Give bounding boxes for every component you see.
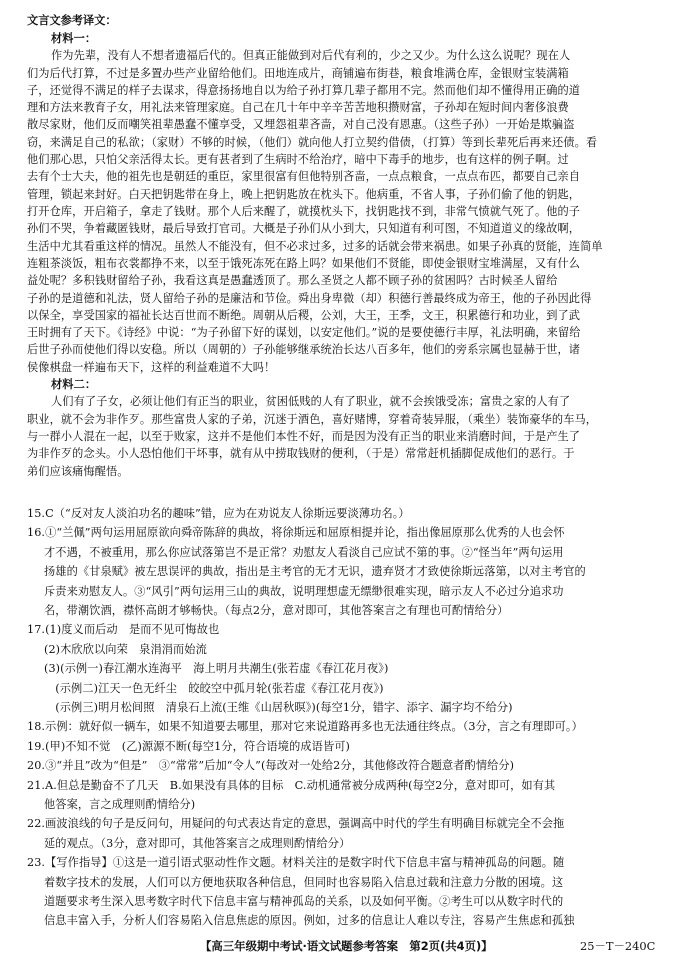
material-one-line: 散尽家财，他们反而嘲笑祖辈愚蠢不懂享受，又埋怨祖辈吝啬，对自己没有恩惠。（这些子孙）一开始是欺骗盗 — [27, 118, 575, 131]
answer-line: (3)(示例一)春江潮水连海平 海上明月共潮生(张若虚《春江花月夜》) — [44, 662, 389, 675]
answer-line: 信息丰富入手，分析人们容易陷入信息焦虑的原因。例如，过多的信息让人难以专注，容易产生焦虑和孤独 — [44, 914, 575, 927]
answer-line: 15.C（“反对友人淡泊功名的趣味”错，应为在劝说友人徐斯远要淡薄功名。） — [27, 507, 410, 520]
answer-line: 名，带潮饮酒，襟怀高朗才够畅快。（每点2分，意对即可，其他答案言之有理也可酌情给分） — [44, 604, 509, 617]
answer-line: (2)木欣欣以向荣 泉涓涓而始流 — [44, 643, 207, 656]
answer-line: 21.A.但总是勤奋不了几天 B.如果没有具体的目标 C.动机通常被分成两种(每空2分，意对即可，如有其 — [27, 779, 556, 792]
material-one-line: 以保全，享受国家的福祉长达百世而不断绝。周朝从后稷，公刘，大王，王季，文王，积累德行和功业，到了武 — [27, 309, 581, 322]
material-one-line: 窃，来满足自己的私欲；（家财）不够的时候，（他们）就向他人打立契约借债，（打算）等到长辈死后再来还债。看 — [27, 136, 598, 149]
paper-code: 25－T－240C — [580, 939, 656, 953]
material-one-line: 他们那心思，只怕父亲活得太长。更有甚者到了生病时不给治疗，暗中下毒手的地步，也有这样的例子啊。过 — [27, 153, 569, 166]
answer-line: 19.(甲)不知不觉 (乙)源源不断(每空1分，符合语境的成语皆可) — [27, 740, 350, 753]
material-one-line: 理和方法来教育子女，用礼法来管理家庭。自己在几十年中辛辛苦苦地积攒财富，子孙却在短时间内奢侈浪费 — [27, 101, 569, 114]
answer-line: 才不遇，不被重用，那么你应试落第岂不是正常？劝慰友人看淡自己应试不第的事。②“怪当年”两句运用 — [44, 546, 564, 559]
material-one-line: 孙们不哭，争着藏匿钱财，最后导致打官司。大概是子孙们从小到大，只知道有利可图，不知道道义的缘故啊， — [27, 222, 581, 235]
answer-line: 20.③“并且”改为“但是” ③“常常”后加“令人”(每改对一处给2分，其他修改符合题意者酌情给分) — [27, 759, 515, 772]
answer-line: 延的观点。（3分，意对即可，其他答案言之成理则酌情给分） — [44, 837, 351, 850]
answer-line: 道题要求考生深入思考数字时代下信息丰富与精神孤岛的关系，以及如何平衡。②考生可以从数字时代的 — [44, 895, 564, 908]
answer-line: 18.示例：就好似一辆车，如果不知道要去哪里，那对它来说道路再多也无法通往终点。（3分，言之有理即可。） — [27, 720, 583, 733]
material-one-line: 们为后代打算，不过是多置办些产业留给他们。田地连成片，商铺遍布街巷，粮食堆满仓库，金银财宝装满箱 — [27, 67, 569, 80]
material-one-line: 作为先辈，没有人不想者遗福后代的。但真正能做到对后代有利的，少之又少。为什么这么说呢？现在人 — [51, 49, 571, 62]
answer-line: 16.①“兰佩”两句运用屈原欲向舜帝陈辞的典故，将徐斯远和屈原相提并论，指出像屈原那么优秀的人也会怀 — [27, 526, 565, 539]
material-two-title: 材料二： — [51, 378, 97, 391]
material-one-line: 后世子孙而使他们得以安稳。所以（周朝的）子孙能够继承统治长达八百多年，他们的旁系宗属也显赫于世，诸 — [27, 343, 581, 356]
material-two-line: 职业，就不会为非作歹。那些富贵人家的子弟，沉迷于酒色，喜好赌博，穿着奇装异服，（乘坐）装饰豪华的车马， — [27, 413, 598, 426]
answer-line: 扬雄的《甘泉赋》被左思误评的典故，指出是主考官的无才无识，遗弃贤才才致使徐斯远落第，以对主考官的 — [44, 565, 586, 578]
material-two-line: 弟们应该痛悔醒悟。 — [27, 465, 129, 478]
material-one-line: 益处呢？多积钱财留给子孙，我看这真是愚蠢透顶了。那么圣贤之人都不顾子孙的贫困吗？古时候圣人留给 — [27, 274, 558, 287]
answer-line: 斥责来劝慰友人。③“风引”两句运用三山的典故，说明理想虚无缥缈很难实现，暗示友人不必过分追求功 — [44, 585, 564, 598]
answer-line: (示例二)江天一色无纤尘 皎皎空中孤月轮(张若虚《春江花月夜》) — [44, 682, 384, 695]
answer-line: 着数字技术的发展，人们可以方便地获取各种信息，但同时也容易陷入信息过载和注意力分散的困境。这 — [44, 876, 564, 889]
material-one-line: 子孙的是道德和礼法，贤人留给子孙的是廉洁和节俭。舜出身卑微（却）积德行善最终成为帝王，他的子孙因此得 — [27, 292, 592, 305]
material-two-line: 为非作歹的念头。小人恐怕他们干坏事，就有从中捞取钱财的便利，（于是）常常赶机插脚促成他们的恶行。于 — [27, 447, 575, 460]
material-one-line: 子，还觉得不满足的样子去谋求，得意扬扬地自以为给子孙打算几辈子都用不完。然而他们却不懂得用正确的道 — [27, 84, 581, 97]
translation-heading: 文言文参考译文： — [27, 14, 117, 27]
answer-line: 他答案，言之成理则酌情给分) — [44, 798, 196, 811]
material-one-line: 连粗茶淡饭，粗布衣裳都挣不来，以至于饿死冻死在路上吗？如果他们不贤能，即使金银财宝堆满屋，又有什么 — [27, 257, 581, 270]
material-one-line: 打开仓库，开启箱子，拿走了钱财。那个人后来醒了，就摸枕头下，找钥匙找不到，非常气愤就气死了。他的子 — [27, 205, 581, 218]
answer-line: (示例三)明月松间照 清泉石上流(王维《山居秋暝》)(每空1分，错字、添字、漏字均不给分) — [44, 701, 513, 714]
material-one-line: 管理，锁起来封好。白天把钥匙带在身上，晚上把钥匙放在枕头下。他病重，不省人事，子孙们偷了他的钥匙， — [27, 188, 581, 201]
page-footer: 【高三年级期中考试·语文试题参考答案 第2页(共4页)】 — [200, 939, 493, 953]
material-one-line: 侯像棋盘一样遍布天下，这样的利益难道不大吗！ — [27, 361, 276, 374]
answer-line: 22.画波浪线的句子是反问句，用疑问的句式表达肯定的意思，强调高中时代的学生有明确目标就完全不会拖 — [27, 817, 565, 830]
answer-line: 17.(1)度义而后动 是而不见可悔故也 — [27, 623, 220, 636]
material-one-line: 生活中尤其看重这样的情况。虽然人不能没有，但不必求过多，过多的话就会带来祸患。如果子孙真的贤能，连简单 — [27, 240, 603, 253]
material-one-line: 去有个士大夫，他的祖先也是朝廷的重臣，家里很富有但他特别吝啬，一点点粮食，一点点布匹，都要自己亲自 — [27, 170, 581, 183]
material-one-title: 材料一： — [51, 32, 97, 45]
answer-line: 23.【写作指导】①这是一道引语式驱动性作文题。材料关注的是数字时代下信息丰富与精神孤岛的问题。随 — [27, 856, 565, 869]
material-one-line: 王时拥有了天下。《诗经》中说：“为子孙留下好的谋划，以安定他们。”说的是要使德行丰厚，礼法明确，来留给 — [27, 326, 581, 339]
material-two-line: 与一群小人混在一起，以至于败家，这并不是他们本性不好，而是因为没有正当的职业来消磨时间，于是产生了 — [27, 430, 581, 443]
material-two-line: 人们有了子女，必须让他们有正当的职业，贫困低贱的人有了职业，就不会挨饿受冻；富贵之家的人有了 — [51, 395, 571, 408]
